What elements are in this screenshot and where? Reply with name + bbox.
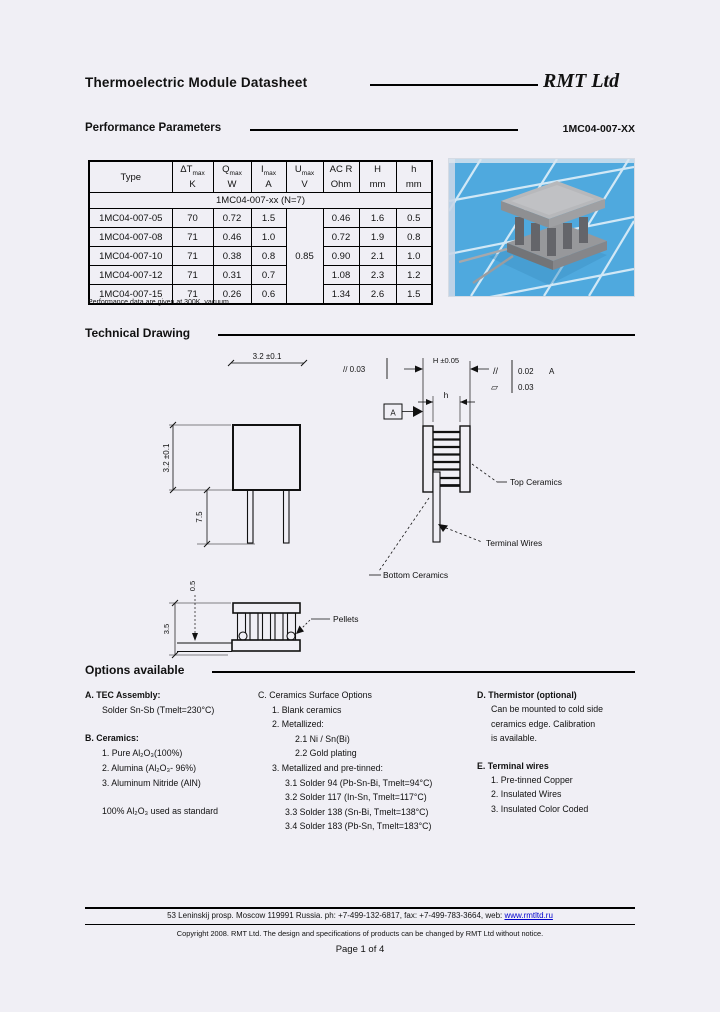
option-d-title: D. Thermistor (optional) <box>477 690 577 700</box>
cell-type: 1MC04-007-12 <box>89 266 172 285</box>
footer-copyright: Copyright 2008. RMT Ltd. The design and specifications of products can be changed by RMT Ltd without notice. <box>176 929 544 938</box>
label-top-ceramics: Top Ceramics <box>510 477 562 487</box>
cell-H: 2.1 <box>359 247 396 266</box>
fcf-parallel-value: 0.02 <box>518 367 534 376</box>
option-c-item: 2. Metallized: <box>272 719 324 730</box>
option-b-item: 1. Pure Al₂O₃(100%) <box>102 748 183 758</box>
option-c-subitem: 3.2 Solder 117 (In-Sn, Tmelt=117°C) <box>285 792 427 803</box>
option-e-item: 2. Insulated Wires <box>491 789 562 800</box>
top-ceramic <box>233 603 300 613</box>
cell-dtmax: 71 <box>172 247 213 266</box>
table-footnote: Performance data are given at 300K, vacuum <box>88 299 229 306</box>
cell-imax: 0.6 <box>251 285 286 305</box>
brand-logo: RMT Ltd <box>543 70 620 92</box>
performance-heading: Performance Parameters <box>85 122 222 134</box>
option-c-subitem: 2.2 Gold plating <box>295 748 357 759</box>
photo-edge-highlight <box>449 159 634 163</box>
bottom-ceramic <box>232 640 300 651</box>
dim-overall-label: H ±0.05 <box>432 356 460 365</box>
cell-dtmax: 71 <box>172 285 213 305</box>
dim-stack-height-label: 3.5 <box>162 623 171 635</box>
option-a-title: A. TEC Assembly: <box>85 690 161 700</box>
table-row <box>89 228 432 247</box>
table-group-row <box>89 193 432 209</box>
cell-imax: 1.5 <box>251 209 286 228</box>
options-column-d <box>477 688 637 816</box>
cell-h: 1.0 <box>396 247 432 266</box>
top-ceramic-plate <box>460 426 470 492</box>
col-header-dtmax: $\Delta T_{max}$ K <box>172 161 213 193</box>
terminal-wire <box>433 472 440 542</box>
option-c-item: 3. Metallized and pre-tinned: <box>272 762 384 773</box>
col-header-h: h mm <box>396 161 432 193</box>
cell-H: 1.6 <box>359 209 396 228</box>
col-header-acr: AC R Ohm <box>323 161 359 193</box>
page-number: Page 1 of 4 <box>335 944 385 955</box>
dim-width-label: 3.2 ±0.1 <box>252 352 282 361</box>
option-b-item: 2. Alumina (Al₂O₃- 96%) <box>102 763 197 773</box>
option-b-note: 100% Al₂O₃ used as standard <box>102 806 219 816</box>
title-rule <box>370 84 538 86</box>
dim-height-label: 3.2 ±0.1 <box>162 443 171 473</box>
cell-qmax: 0.46 <box>213 228 251 247</box>
option-e-item: 1. Pre-tinned Copper <box>491 775 573 786</box>
cell-dtmax: 71 <box>172 266 213 285</box>
options-rule <box>212 671 635 673</box>
label-terminal-wires: Terminal Wires <box>486 538 543 548</box>
cell-acr: 0.90 <box>323 247 359 266</box>
performance-rule <box>250 129 518 131</box>
col-header-H: H mm <box>359 161 396 193</box>
cell-h: 0.5 <box>396 209 432 228</box>
label-bottom-ceramics: Bottom Ceramics <box>383 570 449 580</box>
website-link[interactable]: www.rmtltd.ru <box>504 911 553 920</box>
page-title: Thermoelectric Module Datasheet <box>85 75 308 90</box>
datum-triangle <box>413 406 423 417</box>
dim-wire-dia-label: 0.5 <box>188 580 197 592</box>
fcf-flatness-symbol: ▱ <box>491 382 498 392</box>
front-view <box>169 360 307 547</box>
options-column-a <box>85 688 253 819</box>
wire <box>248 490 254 543</box>
cell-acr: 1.34 <box>323 285 359 305</box>
cell-h: 1.5 <box>396 285 432 305</box>
wire-junction <box>239 632 247 640</box>
option-b-item: 3. Aluminum Nitride (AlN) <box>102 778 201 788</box>
option-c-subitem: 3.4 Solder 183 (Pb-Sn, Tmelt=183°C) <box>285 821 432 832</box>
wire <box>284 490 290 543</box>
option-c-subitem: 2.1 Ni / Sn(Bi) <box>295 733 350 744</box>
fcf-parallel-datum: A <box>549 367 555 376</box>
cell-dtmax: 71 <box>172 228 213 247</box>
bottom-ceramic-plate <box>423 426 433 492</box>
datum-label: A <box>390 408 396 418</box>
cell-acr: 0.46 <box>323 209 359 228</box>
option-c-item: 1. Blank ceramics <box>272 704 342 715</box>
footer-address <box>85 911 635 920</box>
option-e-title: E. Terminal wires <box>477 760 549 771</box>
technical-drawing <box>85 348 645 662</box>
option-d-line: is available. <box>491 733 537 744</box>
cell-qmax: 0.38 <box>213 247 251 266</box>
option-e-item: 3. Insulated Color Coded <box>491 803 589 814</box>
option-b-title: B. Ceramics: <box>85 733 139 743</box>
table-row <box>89 209 432 228</box>
performance-table <box>88 160 433 305</box>
parallelism-note: // 0.03 <box>343 365 366 374</box>
option-d-line: Can be mounted to cold side <box>491 704 603 715</box>
footer-address-text: 53 Leninskij prosp. Moscow 119991 Russia. ph: +7-499-132-6817, fax: +7-499-783-3664, web: <box>167 911 505 920</box>
footer-rule-bottom <box>85 924 635 925</box>
cell-imax: 0.8 <box>251 247 286 266</box>
option-c-subitem: 3.1 Solder 94 (Pb-Sn-Bi, Tmelt=94°C) <box>285 777 433 788</box>
cell-type: 1MC04-007-10 <box>89 247 172 266</box>
col-header-qmax: $Q_{max}$ W <box>213 161 251 193</box>
fcf-flatness-value: 0.03 <box>518 383 534 392</box>
option-c-title: C. Ceramics Surface Options <box>258 690 372 700</box>
col-header-type: Type <box>89 161 172 193</box>
label-pellets: Pellets <box>333 614 359 624</box>
dim-h-label: h <box>443 390 449 400</box>
table-header-row <box>89 161 432 193</box>
photo-edge-highlight <box>449 159 455 296</box>
option-c-subitem: 3.3 Solder 138 (Sn-Bi, Tmelt=138°C) <box>285 806 429 817</box>
cell-H: 1.9 <box>359 228 396 247</box>
cell-qmax: 0.72 <box>213 209 251 228</box>
drawing-heading: Technical Drawing <box>85 326 191 340</box>
cell-umax-shared: 0.85 <box>286 209 323 305</box>
wire-junction <box>287 632 295 640</box>
group-row-label: 1MC04-007-xx (N=7) <box>89 193 432 209</box>
cell-type: 1MC04-007-08 <box>89 228 172 247</box>
product-photo <box>448 158 635 297</box>
cross-section-view <box>169 595 330 658</box>
cell-qmax: 0.31 <box>213 266 251 285</box>
dim-wire-length-label: 7.5 <box>195 511 204 523</box>
cell-H: 2.6 <box>359 285 396 305</box>
cell-acr: 0.72 <box>323 228 359 247</box>
table-row <box>89 266 432 285</box>
col-header-umax: $U_{max}$ V <box>286 161 323 193</box>
cell-type: 1MC04-007-15 <box>89 285 172 305</box>
cell-acr: 1.08 <box>323 266 359 285</box>
footer-rule-top <box>85 907 635 909</box>
drawing-rule <box>218 334 635 336</box>
table-row <box>89 247 432 266</box>
col-header-imax: $I_{max}$ A <box>251 161 286 193</box>
cell-qmax: 0.26 <box>213 285 251 305</box>
cell-dtmax: 70 <box>172 209 213 228</box>
cell-imax: 1.0 <box>251 228 286 247</box>
cell-h: 1.2 <box>396 266 432 285</box>
cell-type: 1MC04-007-05 <box>89 209 172 228</box>
pellet-stack <box>433 432 460 470</box>
options-column-c <box>258 688 473 834</box>
option-d-line: ceramics edge. Calibration <box>491 718 596 729</box>
cell-h: 0.8 <box>396 228 432 247</box>
part-number: 1MC04-007-XX <box>562 123 635 135</box>
fcf-parallel-symbol: // <box>493 366 499 376</box>
option-a-line: Solder Sn-Sb (Tmelt=230°C) <box>102 705 215 715</box>
cell-imax: 0.7 <box>251 266 286 285</box>
cell-H: 2.3 <box>359 266 396 285</box>
options-heading: Options available <box>85 663 185 677</box>
